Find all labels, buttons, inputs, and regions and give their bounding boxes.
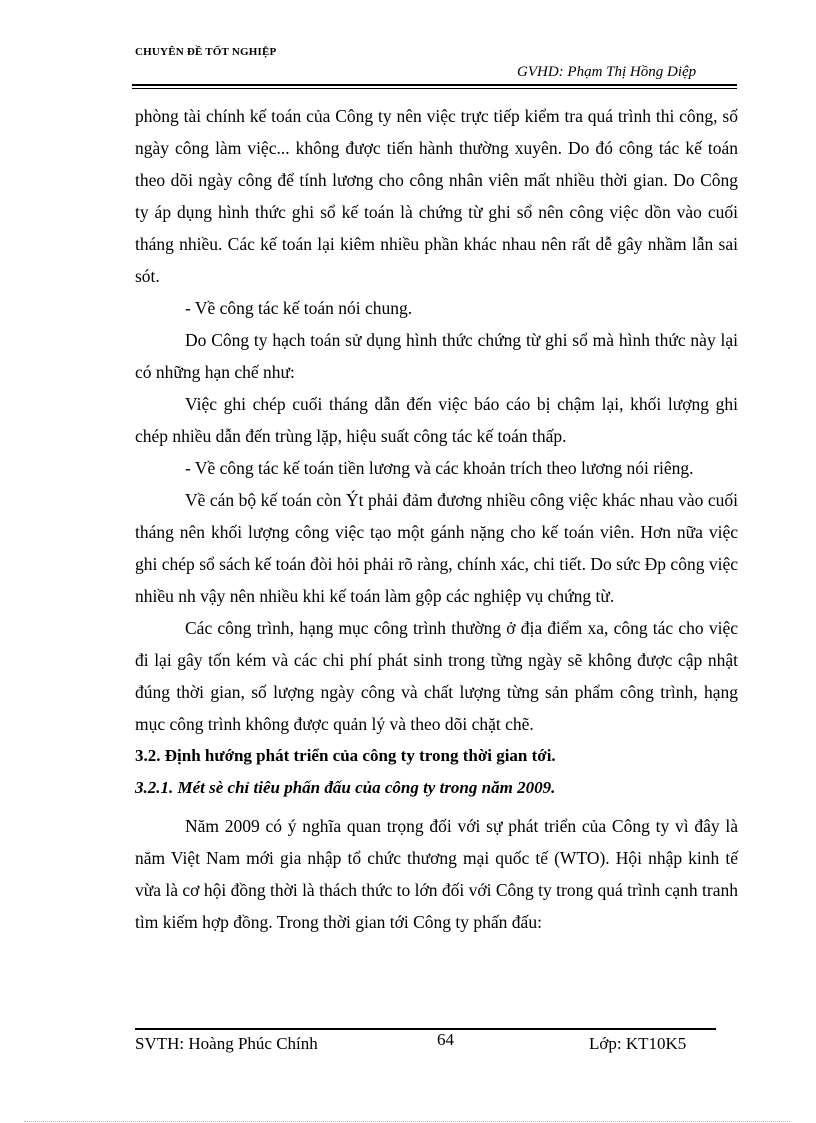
header-supervisor: GVHD: Phạm Thị Hồng Diệp	[517, 64, 697, 80]
paragraph-7: Các công trình, hạng mục công trình thường ở địa điểm xa, công tác cho việc đi lại gây tốn kém và các chi phí phát sinh trong từng ngày sẽ không được cập nhật đúng thời gian, số lượng ngày công và chất lượng từng sản phẩm công trình, hạng mục công trình không được quản lý và theo dõi chặt chẽ.	[135, 618, 738, 734]
paragraph-6: Về cán bộ kế toán còn Ýt phải đảm đương nhiều công việc khác nhau vào cuối tháng nên khối lượng công việc tạo một gánh nặng cho kế toán viên. Hơn nữa việc ghi chép sổ sách kế toán đòi hỏi phải rõ ràng, chính xác, chi tiết. Do sức Ðp công việc nhiều nh vậy nên nhiều khi kế toán làm gộp các nghiệp vụ chứng từ.	[135, 490, 738, 606]
page-number: 64	[437, 1030, 454, 1049]
paragraph-salary-accounting: - Về công tác kế toán tiền lương và các khoản trích theo lương nói riêng.	[185, 458, 694, 478]
paragraph-general-accounting: - Về công tác kế toán nói chung.	[185, 298, 413, 318]
paragraph-8: Năm 2009 có ý nghĩa quan trọng đối với sự phát triển của Công ty vì đây là năm Việt Nam mới gia nhập tổ chức thương mại quốc tế (WTO). Hội nhập kinh tế vừa là cơ hội đồng thời là thách thức to lớn đối với Công ty trong quá trình cạnh tranh tìm kiếm hợp đồng. Trong thời gian tới Công ty phấn đấu:	[135, 816, 738, 932]
header-left-title: CHUYÊN ĐỀ TỐT NGHIỆP	[135, 46, 277, 58]
footer-student: SVTH: Hoàng Phúc Chính	[135, 1034, 318, 1053]
paragraph-1: phòng tài chính kế toán của Công ty nên việc trực tiếp kiểm tra quá trình thi công, số ngày công làm việc... không được tiến hành thường xuyên. Do đó công tác kế toán theo dõi ngày công để tính lương cho công nhân viên mất nhiều thời gian. Do Công ty áp dụng hình thức ghi sổ kế toán là chứng từ ghi sổ nên công việc dồn vào cuối tháng nhiều. Các kế toán lại kiêm nhiều phần khác nhau nên rất dễ gây nhầm lẫn sai sót.	[135, 106, 738, 286]
header-divider	[132, 84, 737, 89]
paragraph-4: Việc ghi chép cuối tháng dẫn đến việc báo cáo bị chậm lại, khối lượng ghi chép nhiều dẫn đến trùng lặp, hiệu suất công tác kế toán thấp.	[135, 394, 738, 446]
page-bottom-edge	[24, 1121, 790, 1122]
page-body	[135, 100, 738, 938]
paragraph-3: Do Công ty hạch toán sử dụng hình thức chứng từ ghi sổ mà hình thức này lại có những hạn chế như:	[135, 330, 738, 382]
footer-divider	[135, 1028, 716, 1030]
footer-class: Lớp: KT10K5	[589, 1034, 687, 1053]
section-heading-3-2-1: 3.2.1. Mét sè chỉ tiêu phấn đấu của công ty trong năm 2009.	[135, 778, 556, 797]
section-heading-3-2: 3.2. Định hướng phát triển của công ty trong thời gian tới.	[135, 746, 556, 765]
